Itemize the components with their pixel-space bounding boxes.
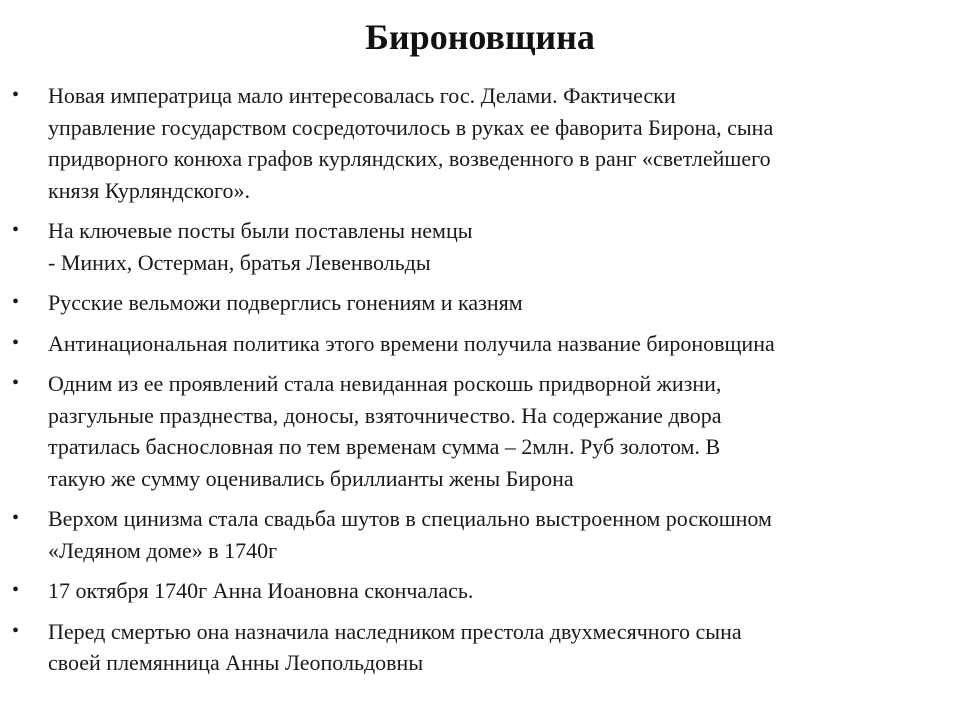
bullet-text-line: придворного конюха графов курляндских, возведенного в ранг «светлейшего bbox=[48, 146, 771, 171]
bullet-marker-icon: • bbox=[12, 372, 20, 394]
bullet-marker-icon: • bbox=[12, 619, 20, 642]
bullet-marker-icon: • bbox=[12, 84, 20, 106]
bullet-text-line: князя Курляндского». bbox=[48, 177, 250, 203]
bullet-marker-icon: • bbox=[12, 219, 20, 241]
bullet-item bbox=[0, 575, 960, 607]
bullet-text-line: 17 октября 1740г Анна Иоановна скончалась. bbox=[48, 578, 474, 603]
bullet-text-line: Одним из ее проявлений стала невиданная роскошь придворной жизни, bbox=[48, 371, 722, 396]
bullet-marker-icon: • bbox=[12, 579, 20, 601]
bullet-list bbox=[0, 80, 960, 688]
bullet-item bbox=[0, 616, 960, 679]
bullet-text bbox=[48, 80, 930, 206]
bullet-text-line: такую же сумму оценивались бриллианты жены Бирона bbox=[48, 465, 574, 491]
bullet-text bbox=[48, 368, 930, 494]
bullet-marker-icon: • bbox=[12, 507, 20, 529]
bullet-text-line: Верхом цинизма стала свадьба шутов в специально выстроенном роскошном bbox=[48, 506, 772, 531]
bullet-item bbox=[0, 80, 960, 206]
bullet-text-line: тратилась баснословная по тем временам сумма – 2млн. Руб золотом. В bbox=[48, 434, 721, 459]
bullet-item bbox=[0, 287, 960, 319]
bullet-text-line: - Миних, Остерман, братья Левенвольды bbox=[48, 249, 431, 275]
bullet-text bbox=[48, 503, 930, 566]
slide-title: Бироновщина bbox=[365, 17, 595, 57]
bullet-text-line: На ключевые посты были поставлены немцы bbox=[48, 218, 473, 243]
bullet-marker-icon: • bbox=[12, 331, 20, 354]
bullet-text-line: Перед смертью она назначила наследником престола двухмесячного сына bbox=[48, 618, 742, 644]
bullet-text-line: Новая императрица мало интересовалась гос. Делами. Фактически bbox=[48, 83, 676, 108]
bullet-item bbox=[0, 328, 960, 360]
bullet-text bbox=[48, 287, 930, 319]
bullet-text bbox=[48, 616, 930, 679]
bullet-text-line: разгульные празднества, доносы, взяточничество. На содержание двора bbox=[48, 402, 722, 428]
bullet-text-line: «Ледяном доме» в 1740г bbox=[48, 537, 278, 563]
bullet-item bbox=[0, 503, 960, 566]
bullet-text bbox=[48, 575, 930, 607]
bullet-item bbox=[0, 368, 960, 494]
bullet-item bbox=[0, 215, 960, 278]
bullet-text-line: Русские вельможи подверглись гонениям и казням bbox=[48, 290, 523, 315]
bullet-text bbox=[48, 215, 930, 278]
bullet-text bbox=[48, 328, 930, 360]
bullet-text-line: своей племянница Анны Леопольдовны bbox=[48, 650, 424, 675]
bullet-text-line: управление государством сосредоточилось в руках ее фаворита Бирона, сына bbox=[48, 114, 774, 140]
bullet-text-line: Антинациональная политика этого времени получила название бироновщина bbox=[48, 330, 775, 356]
bullet-marker-icon: • bbox=[12, 291, 20, 313]
